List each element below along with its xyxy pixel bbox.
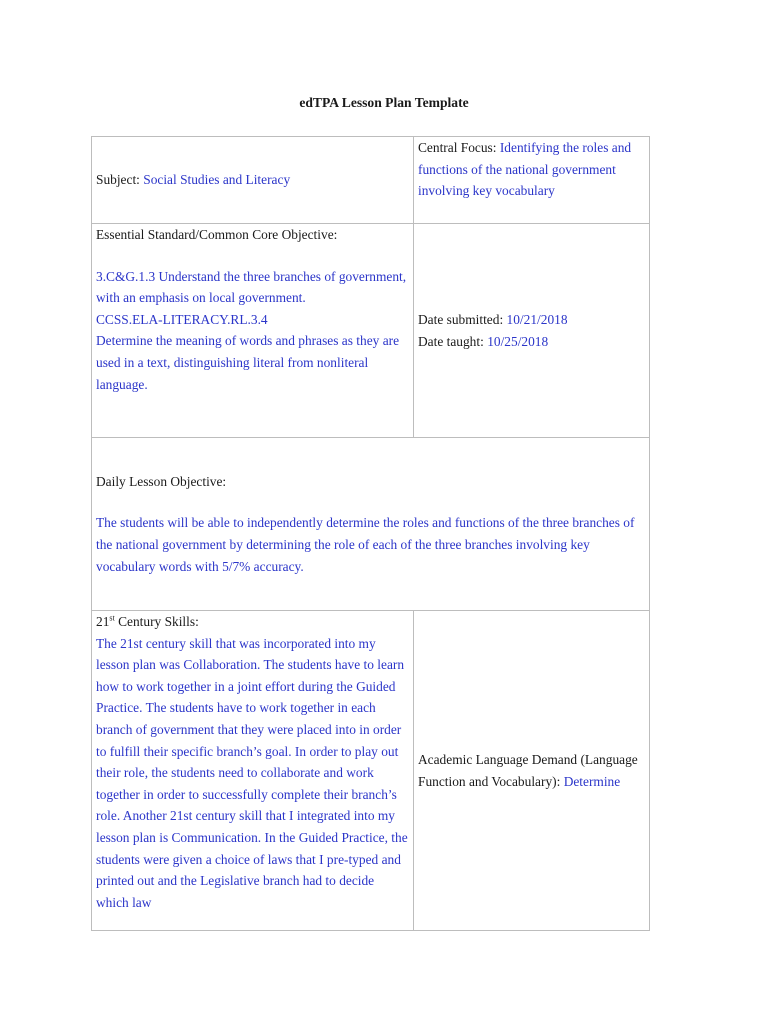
skills-label — [96, 611, 409, 633]
date-taught-label: Date taught: — [418, 333, 484, 349]
date-submitted-value: 10/21/2018 — [506, 311, 568, 327]
academic-language-cell — [414, 611, 650, 931]
table-row — [92, 438, 650, 611]
central-focus-value: Identifying the roles and functions of the national government involving key vocabulary — [418, 140, 632, 199]
lesson-plan-table — [91, 136, 650, 931]
skills-label-superscript: st — [109, 613, 115, 623]
subject-label: Subject: — [96, 172, 140, 188]
academic-language-label: Academic Language Demand (Language Function and Vocabulary): — [418, 751, 638, 789]
daily-objective-cell — [92, 438, 650, 611]
table-row — [92, 224, 650, 438]
academic-language-value: Determine — [563, 773, 621, 789]
skills-label-number: 21 — [96, 614, 110, 629]
date-taught-value: 10/25/2018 — [487, 333, 549, 349]
table-row — [92, 137, 650, 224]
skills-cell — [92, 611, 414, 931]
standard-objective-1: 3.C&G.1.3 Understand the three branches of government, with an emphasis on local government. — [96, 268, 407, 306]
standard-objective-3: Determine the meaning of words and phrases as they are used in a text, distinguishing literal from nonliteral language. — [96, 333, 400, 392]
central-focus-label: Central Focus: — [418, 140, 497, 155]
table-row — [92, 611, 650, 931]
skills-label-text: Century Skills: — [114, 614, 199, 629]
standard-objective-2: CCSS.ELA-LITERACY.RL.3.4 — [96, 311, 268, 327]
spacer — [96, 492, 645, 512]
subject-cell — [92, 137, 414, 224]
date-taught-line — [418, 331, 645, 353]
subject-value: Social Studies and Literacy — [143, 172, 291, 188]
document-title: edTPA Lesson Plan Template — [299, 95, 469, 110]
daily-objective-value: The students will be able to independently determine the roles and functions of the three branches of the national government by determining the role of each of the three branches involving key vocabulary words with 5/7% accuracy. — [96, 515, 635, 574]
skills-value: The 21st century skill that was incorporated into my lesson plan was Collaboration. The students have to learn how to work together in a joint effort during the Guided Practice. The students have to work together in each branch of government that they were placed into in order to fulfill their specific branch’s goal. In order to play out their role, the students need to collaborate and work together in order to successfully complete their branch’s role. Another 21st century skill that I integrated into my lesson plan is Communication. In the Guided Practice, the students were given a choice of laws that I pre-typed and printed out and the Legislative branch had to decide which law — [96, 635, 408, 910]
central-focus-cell — [414, 137, 650, 224]
standard-cell — [92, 224, 414, 438]
date-submitted-label: Date submitted: — [418, 311, 504, 327]
spacer — [96, 246, 409, 266]
date-submitted-line — [418, 309, 645, 331]
standard-label: Essential Standard/Common Core Objective: — [96, 227, 338, 242]
dates-cell — [414, 224, 650, 438]
daily-objective-label: Daily Lesson Objective: — [96, 473, 227, 489]
